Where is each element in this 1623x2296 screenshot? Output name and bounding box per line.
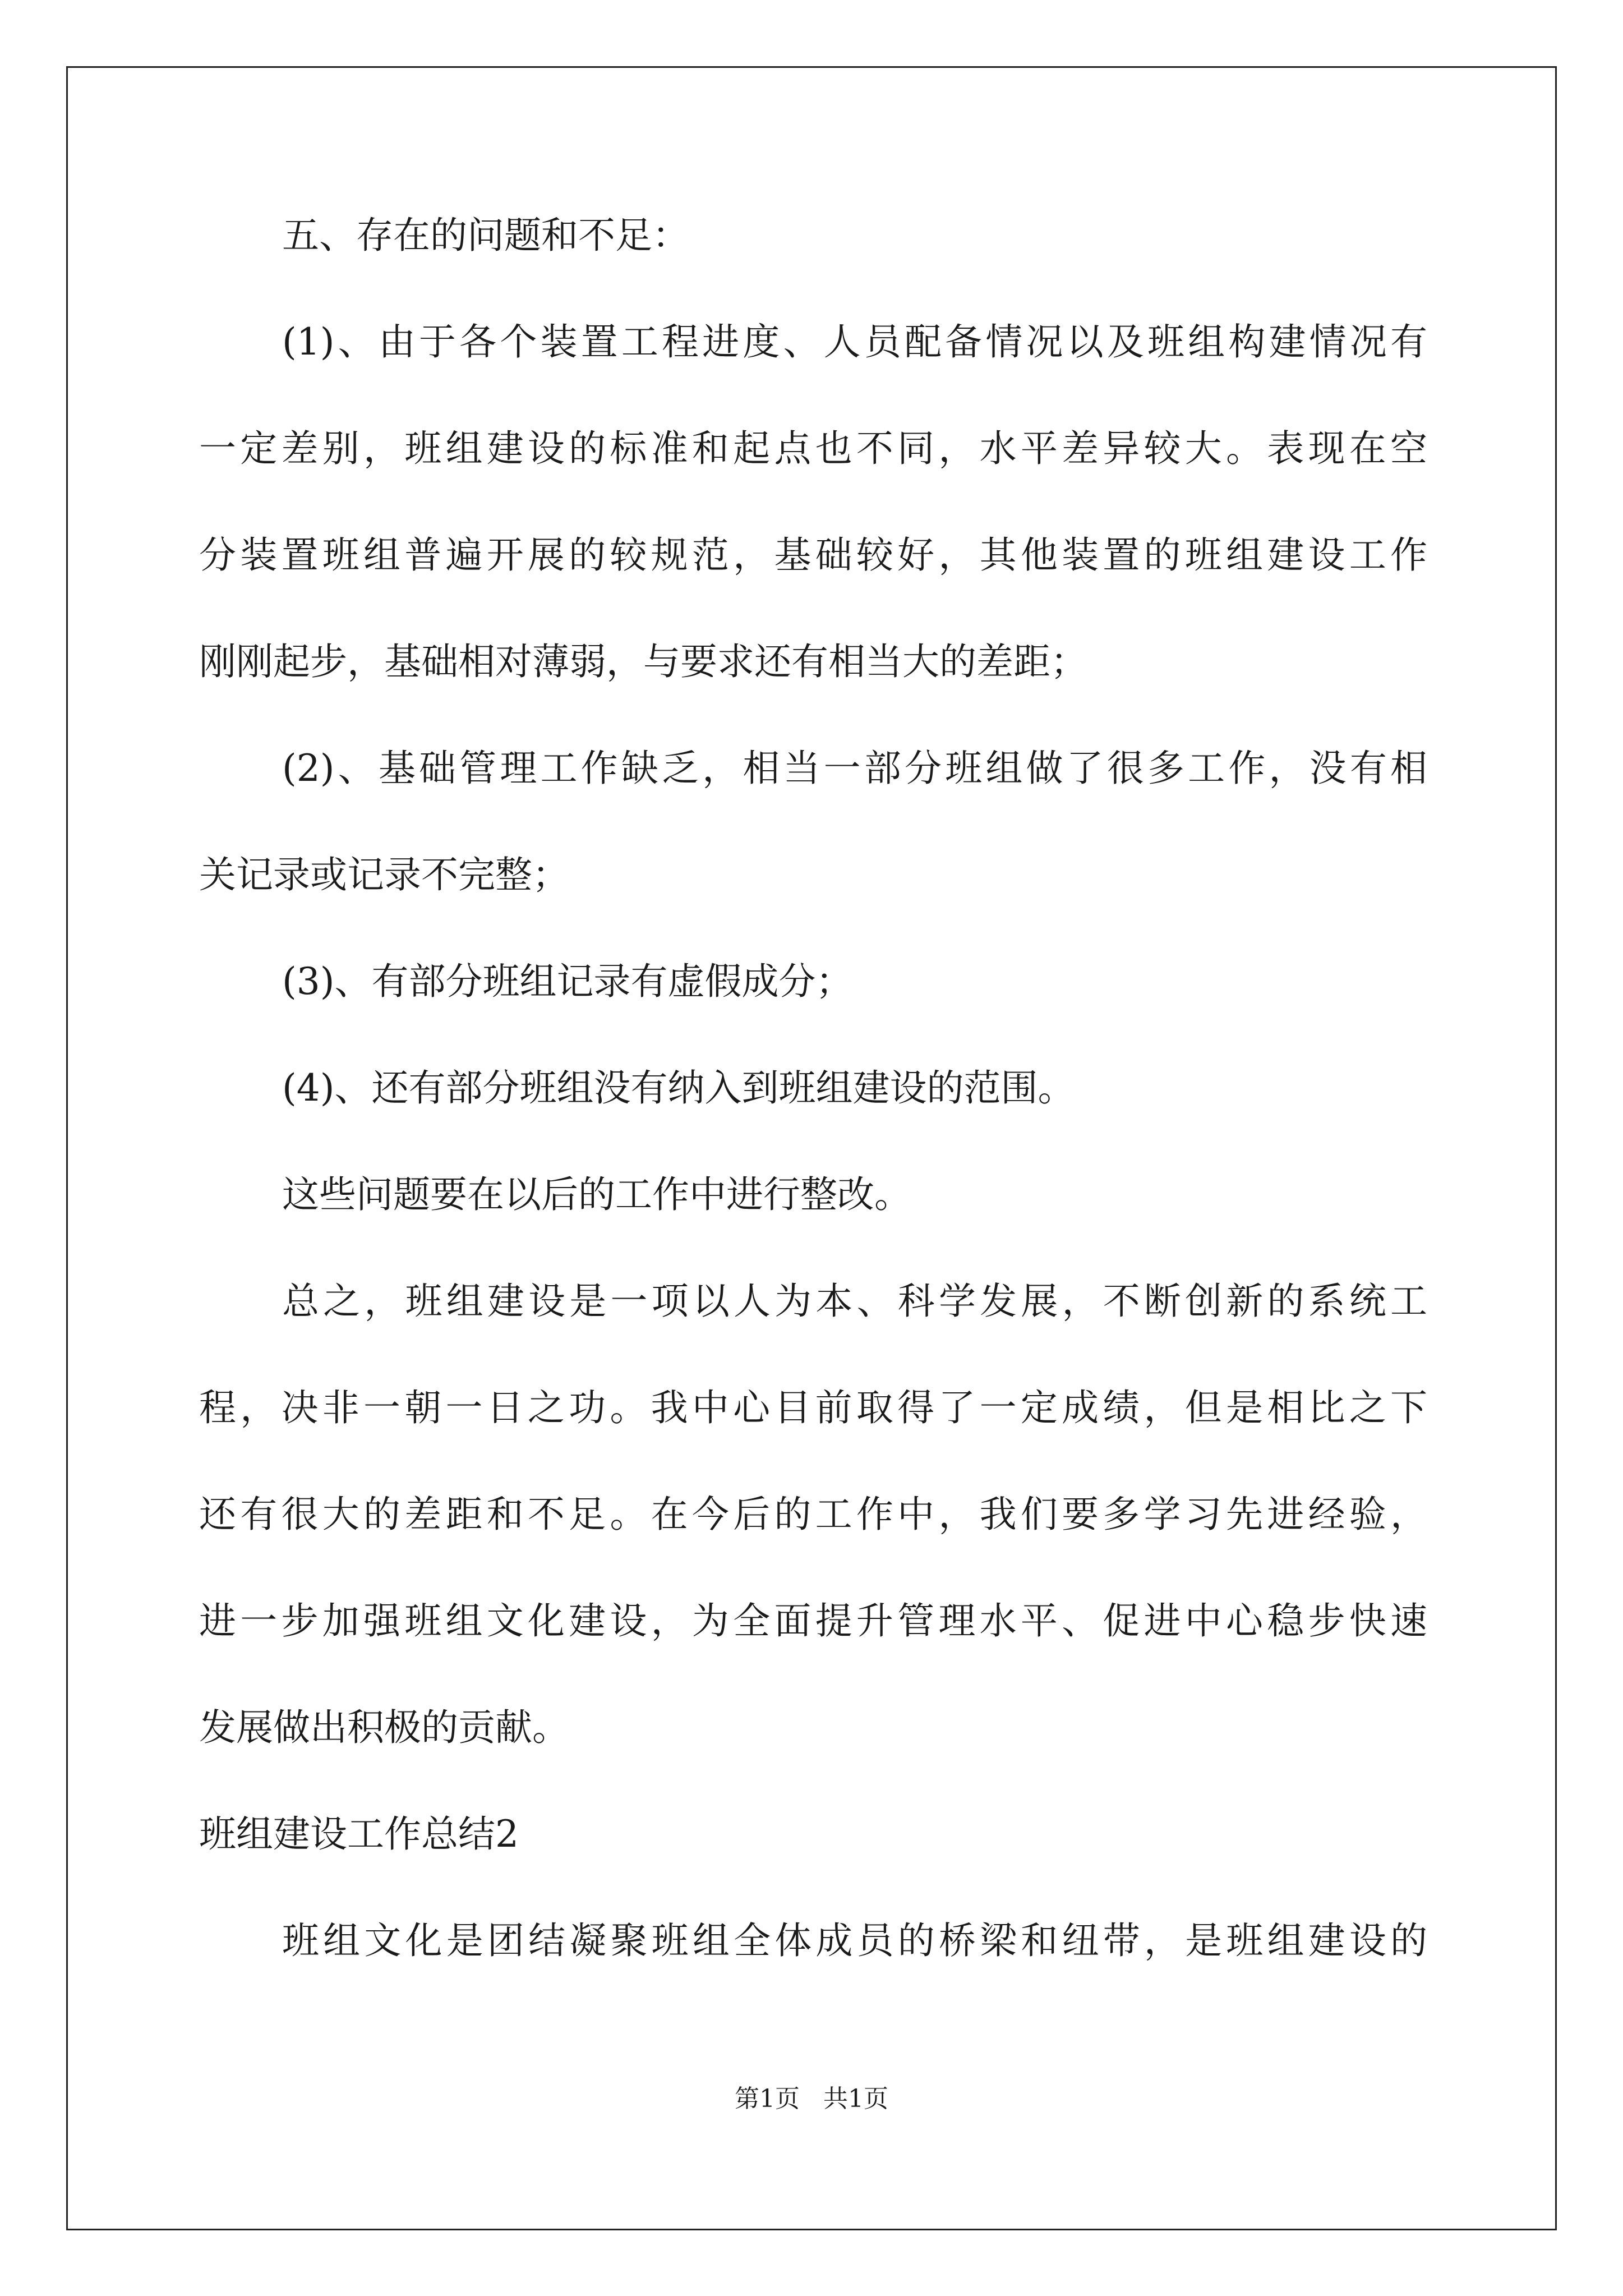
paragraph-line: (3)、有部分班组记录有虚假成分； xyxy=(282,960,853,1003)
page-footer: 第1页 共1页 xyxy=(735,2085,888,2113)
section-heading-problems: 五、存在的问题和不足： xyxy=(282,214,689,257)
paragraph-line: 还有很大的差距和不足。在今后的工作中，我们要多学习先进经验， xyxy=(199,1493,1427,1536)
paragraph-line: 班组文化是团结凝聚班组全体成员的桥梁和纽带，是班组建设的 xyxy=(282,1919,1427,1962)
paragraph-line: 总之，班组建设是一项以人为本、科学发展，不断创新的系统工 xyxy=(282,1280,1427,1323)
paragraph-line: 分装置班组普遍开展的较规范，基础较好，其他装置的班组建设工作 xyxy=(199,533,1427,577)
section-title: 班组建设工作总结2 xyxy=(199,1812,519,1856)
paragraph-line: (4)、还有部分班组没有纳入到班组建设的范围。 xyxy=(282,1066,1075,1110)
page-border xyxy=(66,66,1557,2230)
paragraph-line: (1)、由于各个装置工程进度、人员配备情况以及班组构建情况有 xyxy=(282,320,1427,364)
paragraph-line: 进一步加强班组文化建设，为全面提升管理水平、促进中心稳步快速 xyxy=(199,1599,1427,1642)
paragraph-line: 程，决非一朝一日之功。我中心目前取得了一定成绩，但是相比之下 xyxy=(199,1386,1427,1429)
paragraph-line: 刚刚起步，基础相对薄弱，与要求还有相当大的差距； xyxy=(199,640,1087,683)
paragraph-line: 一定差别，班组建设的标准和起点也不同，水平差异较大。表现在空 xyxy=(199,427,1427,470)
paragraph-line: 这些问题要在以后的工作中进行整改。 xyxy=(282,1173,911,1216)
paragraph-line: (2)、基础管理工作缺乏，相当一部分班组做了很多工作，没有相 xyxy=(282,747,1427,790)
paragraph-line: 关记录或记录不完整； xyxy=(199,853,569,896)
paragraph-line: 发展做出积极的贡献。 xyxy=(199,1706,569,1749)
